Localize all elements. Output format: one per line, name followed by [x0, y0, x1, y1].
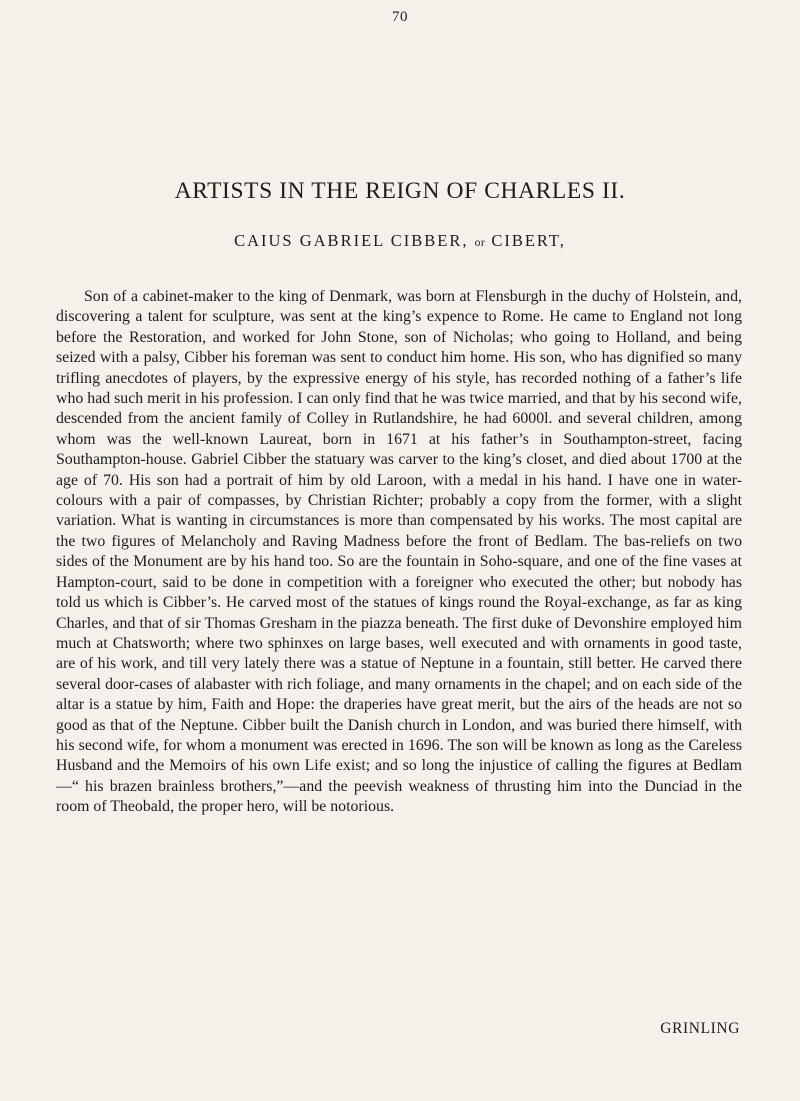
page-number: 70: [392, 9, 408, 25]
subject-conjunction: or: [474, 237, 486, 249]
subject-name: CAIUS GABRIEL CIBBER,: [234, 231, 469, 250]
catchword: GRINLING: [660, 1020, 740, 1037]
body-paragraph: Son of a cabinet-maker to the king of Denmark, was born at Flensburgh in the duchy of Holstein, and, discovering a talent for sculpture, was sent at the king’s expence to Rome. He came to England not long before the Restoration, and worked for John Stone, son of Nicholas; who going to Holland, and being seized with a palsy, Cibber his foreman was sent to conduct him home. His son, who has dignified so many trifling anecdotes of players, by the expressive energy of his style, has recorded nothing of a father’s life who had such merit in his profession. I can only find that he was twice married, and that by his second wife, descended from the ancient family of Colley in Rutlandshire, he had 6000l. and several children, among whom was the well-known Laureat, born in 1671 at his father’s in Southampton-street, facing Southampton-house. Gabriel Cibber the statuary was carver to the king’s closet, and died about 1700 at the age of 70. His son had a portrait of him by old Laroon, with a medal in his hand. I have one in water-colours with a pair of compasses, by Christian Richter; probably a copy from the former, with a slight variation. What is wanting in circumstances is more than compensated by his works. The most capital are the two figures of Melancholy and Raving Madness before the front of Bedlam. The bas-reliefs on two sides of the Monument are by his hand too. So are the fountain in Soho-square, and one of the fine vases at Hampton-court, said to be done in competition with a foreigner who executed the other; but nobody has told us which is Cibber’s. He carved most of the statues of kings round the Royal-exchange, as far as king Charles, and that of sir Thomas Gresham in the piazza beneath. The first duke of Devonshire employed him much at Chatsworth; where two sphinxes on large bases, well executed and with ornaments in good taste, are of his work, and till very lately there was a statue of Neptune in a fountain, still better. He carved there several door-cases of alabaster with rich foliage, and many ornaments in the chapel; and on each side of the altar is a statue by him, Faith and Hope: the draperies have great merit, but the airs of the heads are not so good as that of the Neptune. Cibber built the Danish church in London, and was buried there himself, with his second wife, for whom a monument was erected in 1696. The son will be known as long as the Careless Husband and the Memoirs of his own Life exist; and so long the injustice of calling the figures at Bedlam —“ his brazen brainless brothers,”—and the peevish weakness of thrusting him into the Dunciad in the room of Theobald, the proper hero, will be notorious.: [56, 288, 742, 816]
subject-heading: [0, 231, 800, 251]
chapter-title: ARTISTS IN THE REIGN OF CHARLES II.: [174, 178, 626, 204]
subject-alternate-name: CIBERT,: [491, 231, 566, 250]
